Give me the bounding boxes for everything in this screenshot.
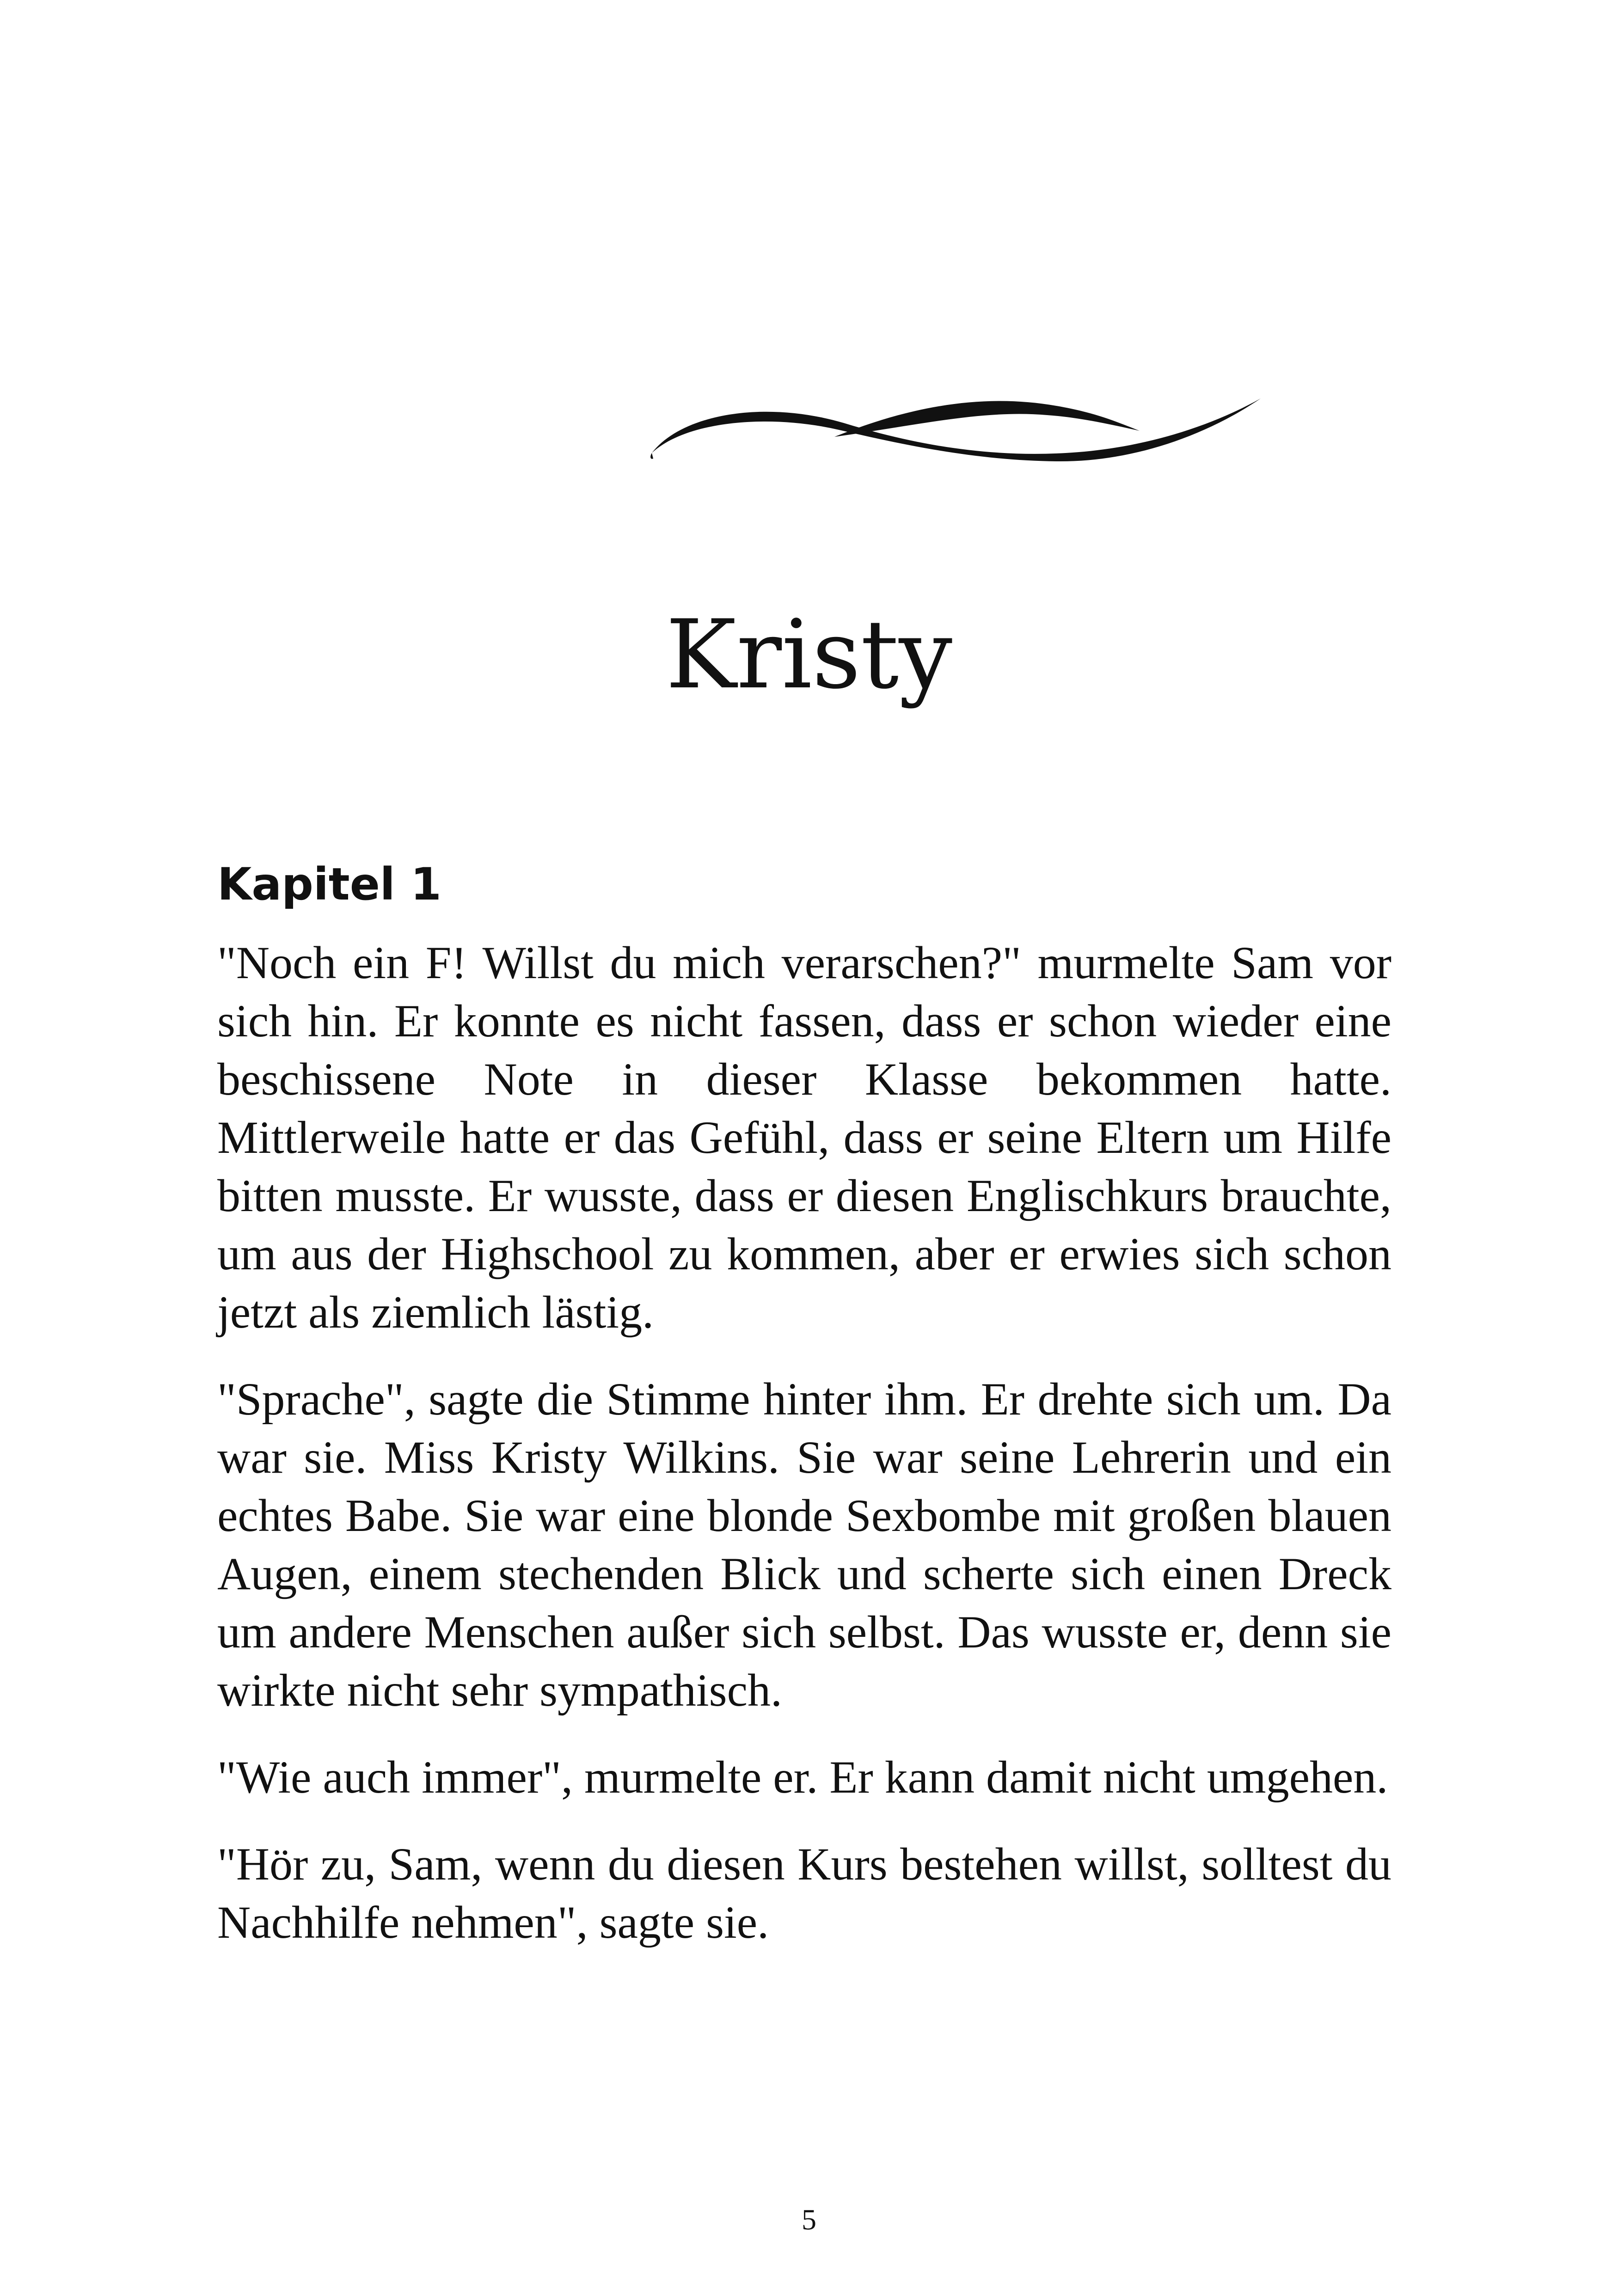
paragraph: "Sprache", sagte die Stimme hinter ihm. Er drehte sich um. Da war sie. Miss Kristy Wilkins. Sie war seine Lehrerin und ein echtes Babe. Sie war eine blonde Sexbombe mit großen blauen Augen, einem stechenden Blick und scherte sich einen Dreck um andere Menschen außer sich selbst. Das wusste er, denn sie wirkte nicht sehr sympathisch.: [217, 1373, 1391, 1716]
swash-flourish-icon: [650, 388, 1264, 462]
body-text: [217, 934, 1391, 1980]
paragraph: "Noch ein F! Willst du mich verarschen?" murmelte Sam vor sich hin. Er konnte es nicht fassen, dass er schon wieder eine beschissene Note in dieser Klasse bekommen hatte. Mittlerweile hatte er das Gefühl, dass er seine Eltern um Hilfe bitten musste. Er wusste, dass er diesen Englischkurs brauchte, um aus der Highschool zu kommen, aber er erwies sich schon jetzt als ziemlich lästig.: [217, 937, 1391, 1338]
paragraph: "Wie auch immer", murmelte er. Er kann damit nicht umgehen.: [217, 1751, 1388, 1803]
chapter-heading: Kapitel 1: [217, 858, 441, 910]
paragraph: "Hör zu, Sam, wenn du diesen Kurs bestehen willst, solltest du Nachhilfe nehmen", sagte sie.: [217, 1838, 1391, 1948]
chapter-title: Kristy: [665, 600, 953, 710]
page-number: 5: [802, 2203, 816, 2236]
